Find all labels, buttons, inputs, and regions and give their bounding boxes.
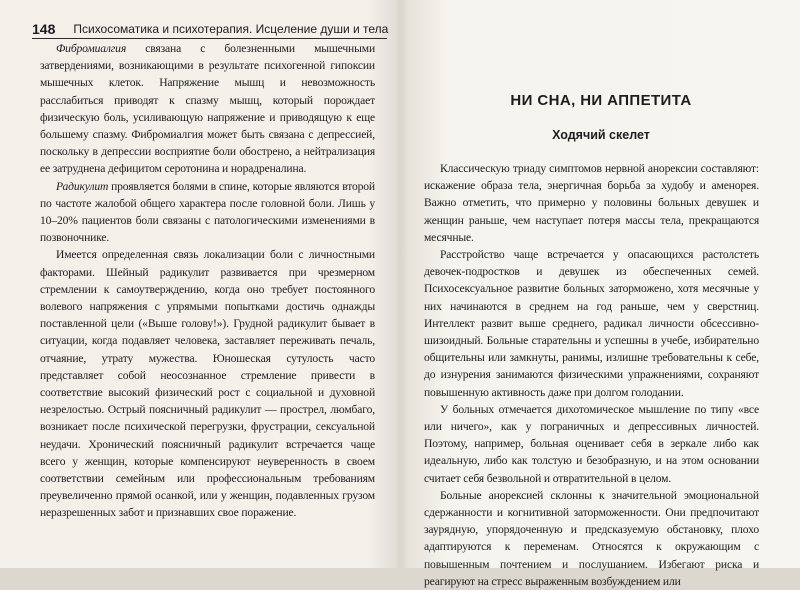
right-body-text xyxy=(424,160,759,590)
section-title: Ходячий скелет xyxy=(552,128,650,142)
paragraph-text: связана с болезненными мышечными затвердениями, возникающими в результате психогенной гипоксии мышечных клеток. Напряжение мышц и невозможность расслабиться приводят к спазму мышц, который порождает физическую боль, усиливающую напряжение и приводящую к еще большему спазму. Фибромиалгия может быть связана с депрессией, поскольку в депрессии восприятие боли обострено, а нейтрализация ее затруднена дефицитом серотонина и норадреналина. xyxy=(40,42,375,176)
term-fibromyalgia: Фибромиалгия xyxy=(56,42,127,55)
running-title: Психосоматика и психотерапия. Исцеление души и тела xyxy=(73,22,389,36)
left-page xyxy=(0,0,400,568)
paragraph-text: проявляется болями в спине, которые являются второй по частоте жалобой общего характера после головной боли. Лишь у 10–20% пациентов боли связаны с патологическими изменениями в позвоночнике. xyxy=(40,179,375,245)
left-body-text xyxy=(40,40,375,522)
paragraph-triad: Классическую триаду симптомов нервной анорексии составляют: искажение образа тела, энергичная борьба за худобу и аменорея. Важно отметить, что примерно у половины больных девушек и женщин раньше, чем наступает потеря массы тела, прекращаются месячные. xyxy=(424,162,759,244)
page-number: 148 xyxy=(32,21,56,37)
paragraph-localization xyxy=(40,246,375,521)
paragraph-restraint: Больные анорексией склонны к значительной эмоциональной сдержанности и когнитивной заторможенности. Они предпочитают заурядную, упорядоченную и предсказуемую обстановку, плохо адаптируются к переменам. Относятся к окружающим с повышенным почтением и послушанием. Избегают риска и реагируют на стресс выраженным возбуждением или xyxy=(424,488,759,588)
right-page xyxy=(402,0,800,588)
page-header xyxy=(32,18,387,39)
paragraph-disorder: Расстройство чаще встречается у опасающихся растолстеть девочек-подростков и девушек из обеспеченных семей. Психосексуальное развитие больных заторможено, хотя месячные у них начинаются в среднем на год раньше, чем у сверстниц. Интеллект развит выше среднего, радикал личности обсессивно-шизоидный. Больные старательны и успешны в учебе, избирательно общительны или замкнуты, ранимы, излишне требовательны к себе, до изнурения занимаются физическими упражнениями, сохраняют повышенную активность даже при долгом голодании. xyxy=(424,248,759,399)
paragraph-fibromyalgia xyxy=(40,40,375,178)
paragraph-dichotomous: У больных отмечается дихотомическое мышление по типу «все или ничего», как у пограничных и депрессивных личностей. Поэтому, например, больная оценивает себя в зеркале либо как идеальную, либо как толстую и безобразную, и на этом основании считает себя безвольной и отвратительной в целом. xyxy=(424,402,759,485)
chapter-title: НИ СНА, НИ АППЕТИТА xyxy=(510,92,692,109)
term-radiculitis: Радикулит xyxy=(56,179,109,193)
paragraph-radiculitis xyxy=(40,178,375,247)
paragraph-text: Имеется определенная связь локализации боли с личностными факторами. Шейный радикулит развивается при чрезмерном стремлении к самоутверждению, когда оно требует постоянного волевого напряжения с упрямыми попытками достичь однажды поставленной цели («Выше голову!»). Грудной радикулит бывает в ситуации, когда подавляет человека, заставляет переживать печаль, отчаяние, утрату мужества. Юношеская сутулость часто представляет собой неосознанное стремление привести в соответствие высокий физический рост с социальной и духовной незрелостью. Острый поясничный радикулит — прострел, люмбаго, возникает после психической перегрузки, фрустрации, сексуальной неудачи. Хронический поясничный радикулит встречается чаще всего у женщин, которые компенсируют неуверенность в своем соответствии семейным или профессиональным требованиям преувеличенно прямой осанкой, или у женщин, подавленных грузом неразрешенных забот и признавших свое поражение. xyxy=(40,248,375,520)
